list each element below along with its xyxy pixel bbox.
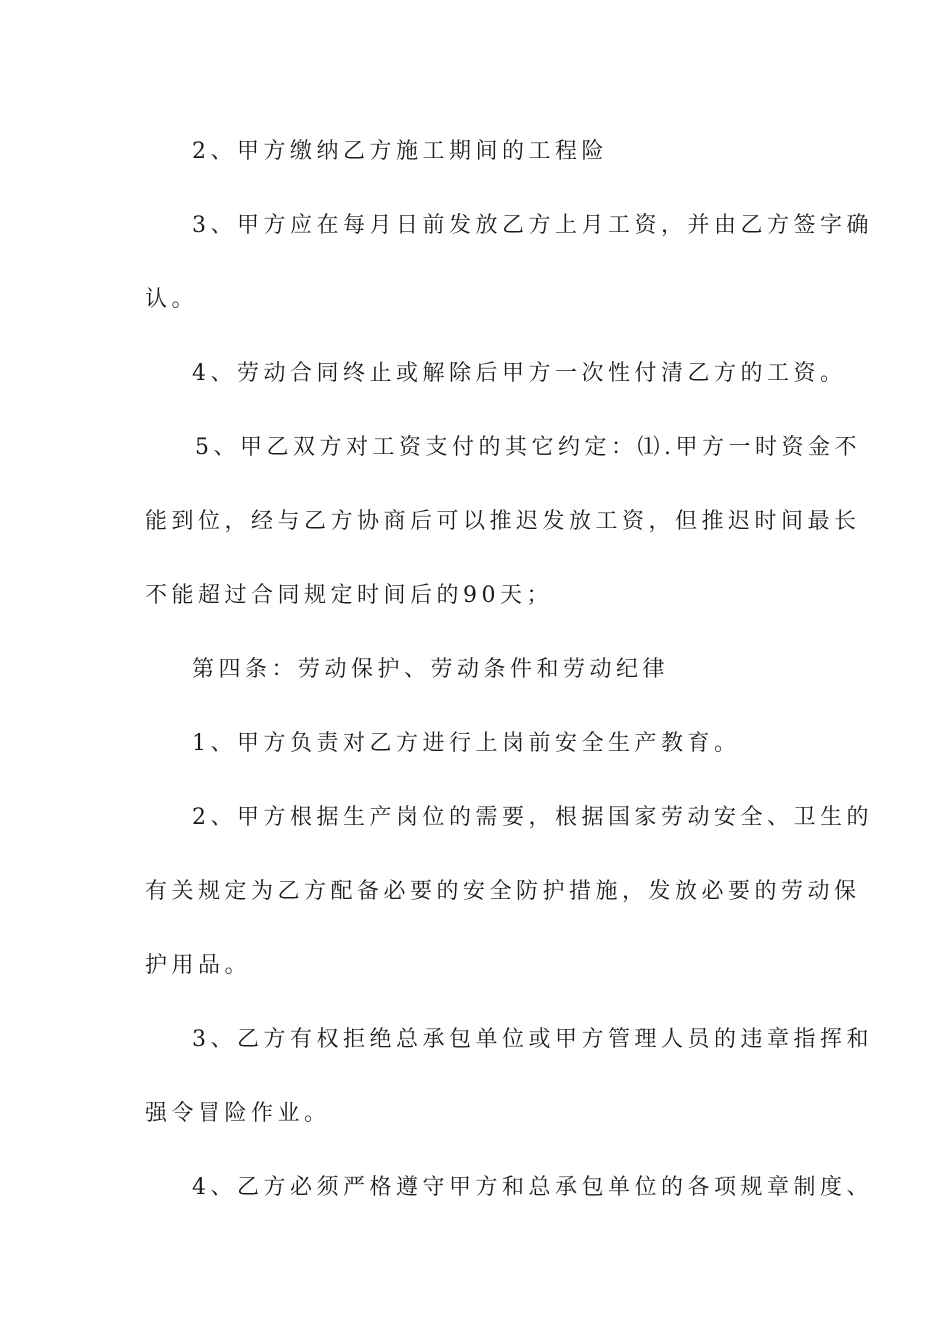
paragraph-line: 有关规定为乙方配备必要的安全防护措施，发放必要的劳动保 xyxy=(145,879,861,904)
paragraph-line: 1、甲方负责对乙方进行上岗前安全生产教育。 xyxy=(192,731,741,756)
paragraph-line: 4、劳动合同终止或解除后甲方一次性付清乙方的工资。 xyxy=(192,361,847,386)
paragraph-line: 不能超过合同规定时间后的90天； xyxy=(145,583,553,608)
paragraph-line: 3、乙方有权拒绝总承包单位或甲方管理人员的违章指挥和 xyxy=(192,1027,873,1052)
paragraph-line: 认。 xyxy=(145,287,199,312)
paragraph-line: 4、乙方必须严格遵守甲方和总承包单位的各项规章制度、 xyxy=(192,1175,873,1200)
paragraph-line: 2、甲方根据生产岗位的需要，根据国家劳动安全、卫生的 xyxy=(192,805,873,830)
paragraph-line: 能到位，经与乙方协商后可以推迟发放工资，但推迟时间最长 xyxy=(145,509,861,534)
paragraph-line: 2、甲方缴纳乙方施工期间的工程险 xyxy=(192,139,608,164)
section-heading: 第四条：劳动保护、劳动条件和劳动纪律 xyxy=(192,657,670,682)
paragraph-line: 强令冒险作业。 xyxy=(145,1101,331,1126)
paragraph-line: 3、甲方应在每月日前发放乙方上月工资，并由乙方签字确 xyxy=(192,213,873,238)
paragraph-line: 5、甲乙双方对工资支付的其它约定：⑴.甲方一时资金不 xyxy=(195,435,861,460)
paragraph-line: 护用品。 xyxy=(145,953,252,978)
